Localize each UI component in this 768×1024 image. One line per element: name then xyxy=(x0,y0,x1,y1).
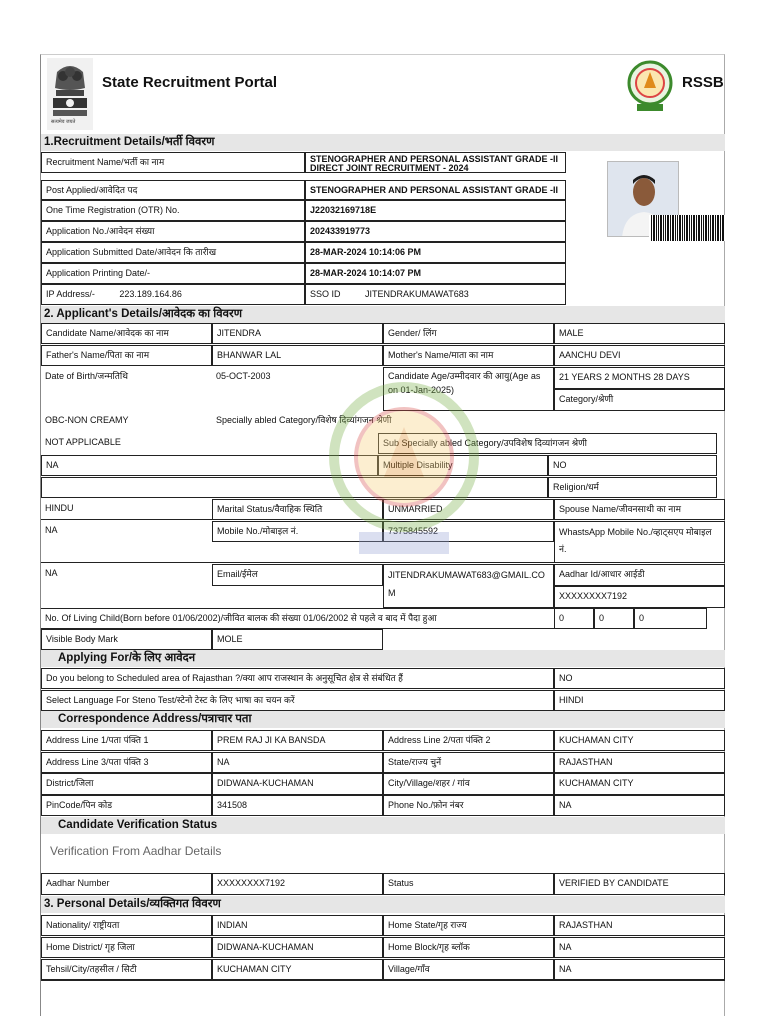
district-value: DIDWANA-KUCHAMAN xyxy=(212,773,383,795)
sso-id-cell xyxy=(305,284,566,305)
marital-status-value: UNMARRIED xyxy=(383,499,554,520)
form-footer-space xyxy=(41,980,725,1017)
steno-language-value: HINDI xyxy=(554,690,725,711)
submitted-date-label: Application Submitted Date/आवेदन कि तारीख xyxy=(41,242,305,263)
children-count-2: 0 xyxy=(594,608,634,629)
district-label: District/जिला xyxy=(41,773,212,795)
steno-language-label: Select Language For Steno Test/स्टेनो टेस्ट के लिए भाषा का चयन करें xyxy=(41,690,554,711)
mother-name-label: Mother's Name/माता का नाम xyxy=(383,345,554,366)
verif-status-label: Status xyxy=(383,873,554,895)
tehsil-label: Tehsil/City/तहसील / सिटी xyxy=(41,959,212,980)
tehsil-value: KUCHAMAN CITY xyxy=(212,959,383,980)
specially-abled-label: Specially abled Category/विशेष दिव्यांगजन श्रेणी xyxy=(216,415,392,425)
printing-date-label: Application Printing Date/- xyxy=(41,263,305,284)
post-applied-value: STENOGRAPHER AND PERSONAL ASSISTANT GRADE -II xyxy=(305,180,566,200)
recruitment-name-value: STENOGRAPHER AND PERSONAL ASSISTANT GRADE -II DIRECT JOINT RECRUITMENT - 2024 xyxy=(305,152,566,173)
religion-label: Religion/धर्म xyxy=(548,477,717,498)
candidate-age-value: 21 YEARS 2 MONTHS 28 DAYS xyxy=(554,367,725,389)
section-recruitment-details: 1.Recruitment Details/भर्ती विवरण xyxy=(41,134,725,151)
email-value: JITENDRAKUMAWAT683@GMAIL.COM xyxy=(383,564,554,608)
recruitment-name-label: Recruitment Name/भर्ती का नाम xyxy=(41,152,305,173)
home-block-label: Home Block/गृह ब्लॉक xyxy=(383,937,554,958)
aadhar-id-label: Aadhar Id/आधार आईडी xyxy=(554,564,725,586)
pincode-value: 341508 xyxy=(212,795,383,816)
address-line1-label: Address Line 1/पता पंक्ति 1 xyxy=(41,730,212,751)
multiple-disability-label: Multiple Disability xyxy=(378,455,548,476)
dob-label: Date of Birth/जन्मतिथि xyxy=(45,371,128,381)
submitted-date-value: 28-MAR-2024 10:14:06 PM xyxy=(305,242,566,263)
section-verification-status: Candidate Verification Status xyxy=(41,817,725,834)
scheduled-area-value: NO xyxy=(554,668,725,689)
village-value: NA xyxy=(554,959,725,980)
living-children-label: No. Of Living Child(Born before 01/06/2002)/जीवित बालक की संख्या 01/06/2002 से पहले व बाद में पैदा हुआ xyxy=(41,608,554,629)
printing-date-value: 28-MAR-2024 10:14:07 PM xyxy=(305,263,566,284)
phone-label: Phone No./फ़ोन नंबर xyxy=(383,795,554,816)
state-value: RAJASTHAN xyxy=(554,752,725,773)
body-mark-label: Visible Body Mark xyxy=(41,629,212,650)
emblem-motto: सत्यमेव जयते xyxy=(51,119,76,125)
spouse-name-value: NA xyxy=(45,525,58,535)
marital-status-label: Marital Status/वैवाहिक स्थिति xyxy=(212,499,383,520)
specially-abled-value: NOT APPLICABLE xyxy=(45,437,121,447)
otr-value: J22032169718E xyxy=(305,200,566,221)
address-line1-value: PREM RAJ JI KA BANSDA xyxy=(212,730,383,751)
mother-name-value: AANCHU DEVI xyxy=(554,345,725,366)
email-label: Email/ईमेल xyxy=(212,564,383,586)
application-form xyxy=(40,54,725,1016)
sub-specially-abled-label: Sub Specially abled Category/उपविशेष दिव्यांगजन श्रेणी xyxy=(378,433,717,454)
address-line3-label: Address Line 3/पता पंक्ति 3 xyxy=(41,752,212,773)
sub-specially-abled-value: NA xyxy=(41,455,378,476)
spouse-name-label: Spouse Name/जीवनसाथी का नाम xyxy=(554,499,725,520)
gender-value: MALE xyxy=(554,323,725,344)
city-village-label: City/Village/शहर / गांव xyxy=(383,773,554,795)
post-applied-label: Post Applied/आवेदित पद xyxy=(41,180,305,200)
address-line2-label: Address Line 2/पता पंक्ति 2 xyxy=(383,730,554,751)
verification-note: Verification From Aadhar Details xyxy=(50,844,222,858)
barcode-icon xyxy=(649,215,725,241)
father-name-label: Father's Name/पिता का नाम xyxy=(41,345,212,366)
home-district-value: DIDWANA-KUCHAMAN xyxy=(212,937,383,958)
address-line3-value: NA xyxy=(212,752,383,773)
dob-value: 05-OCT-2003 xyxy=(216,371,271,381)
section-correspondence-address: Correspondence Address/पत्राचार पता xyxy=(41,711,725,728)
aadhar-id-value: XXXXXXXX7192 xyxy=(554,586,725,608)
ip-address-label: IP Address/- xyxy=(46,289,95,299)
portal-title: State Recruitment Portal xyxy=(102,74,278,91)
candidate-name-value: JITENDRA xyxy=(212,323,383,344)
section-personal-details: 3. Personal Details/व्यक्तिगत विवरण xyxy=(41,896,725,913)
nationality-value: INDIAN xyxy=(212,915,383,936)
phone-value: NA xyxy=(554,795,725,816)
section-applying-for: Applying For/के लिए आवेदन xyxy=(41,650,725,667)
category-label: Category/श्रेणी xyxy=(554,389,725,411)
father-name-value: BHANWAR LAL xyxy=(212,345,383,366)
religion-value: HINDU xyxy=(41,499,212,520)
gender-label: Gender/ लिंग xyxy=(383,323,554,344)
home-district-label: Home District/ गृह जिला xyxy=(41,937,212,958)
body-mark-value: MOLE xyxy=(212,629,383,650)
village-label: Village/गाँव xyxy=(383,959,554,980)
home-state-value: RAJASTHAN xyxy=(554,915,725,936)
children-count-3: 0 xyxy=(634,608,707,629)
mobile-label: Mobile No./मोबाइल नं. xyxy=(212,521,383,542)
sso-id-label: SSO ID xyxy=(310,289,341,299)
pincode-label: PinCode/पिन कोड xyxy=(41,795,212,816)
home-state-label: Home State/गृह राज्य xyxy=(383,915,554,936)
scheduled-area-label: Do you belong to Scheduled area of Rajasthan ?/क्या आप राजस्थान के अनुसूचित क्षेत्र से संबंधित हैं xyxy=(41,668,554,689)
section-applicant-details: 2. Applicant's Details/आवेदक का विवरण xyxy=(41,306,725,323)
candidate-name-label: Candidate Name/आवेदक का नाम xyxy=(41,323,212,344)
application-no-value: 202433919773 xyxy=(305,221,566,242)
form-header xyxy=(41,55,725,133)
sso-id-value: JITENDRAKUMAWAT683 xyxy=(365,289,469,299)
mobile-value: 7375845592 xyxy=(383,521,554,542)
ip-address-value: 223.189.164.86 xyxy=(119,289,182,299)
org-name: RSSB xyxy=(682,74,724,91)
children-count-1: 0 xyxy=(554,608,594,629)
whatsapp-spacer xyxy=(41,542,554,563)
candidate-age-label: Candidate Age/उम्मीदवार की आयु(Age as on 01-Jan-2025) xyxy=(383,367,554,411)
home-block-value: NA xyxy=(554,937,725,958)
address-line2-value: KUCHAMAN CITY xyxy=(554,730,725,751)
ip-address-cell xyxy=(41,284,305,305)
whatsapp-label: WhastsApp Mobile No./व्हाट्सएप मोबाइल नं. xyxy=(554,521,725,563)
otr-label: One Time Registration (OTR) No. xyxy=(41,200,305,221)
verif-status-value: VERIFIED BY CANDIDATE xyxy=(554,873,725,895)
whatsapp-value: NA xyxy=(45,568,58,578)
verif-aadhar-label: Aadhar Number xyxy=(41,873,212,895)
state-label: State/राज्य चुनें xyxy=(383,752,554,773)
category-value: OBC-NON CREAMY xyxy=(45,415,129,425)
multiple-disability-value: NO xyxy=(548,455,717,476)
nationality-label: Nationality/ राष्ट्रीयता xyxy=(41,915,212,936)
verif-aadhar-value: XXXXXXXX7192 xyxy=(212,873,383,895)
application-no-label: Application No./आवेदन संख्या xyxy=(41,221,305,242)
religion-spacer xyxy=(41,477,548,498)
city-village-value: KUCHAMAN CITY xyxy=(554,773,725,795)
rssb-seal-icon xyxy=(627,58,673,114)
